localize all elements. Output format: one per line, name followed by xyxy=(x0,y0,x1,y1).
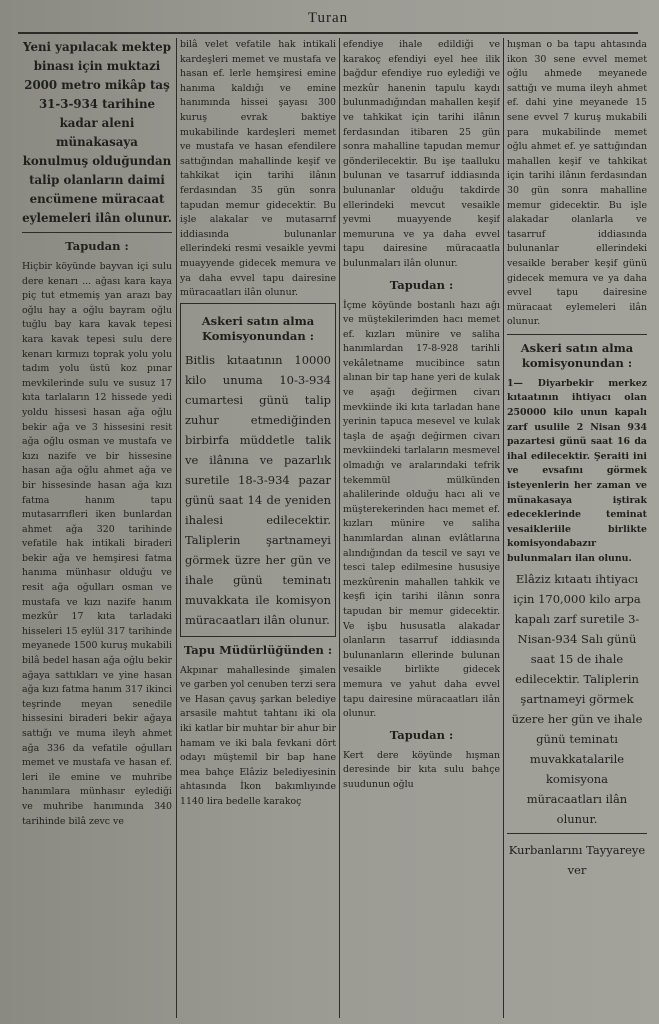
divider xyxy=(507,833,647,834)
newspaper-title: Turan xyxy=(307,10,349,26)
ad-body: Bitlis kıtaatının 10000 kilo unuma 10-3-934 cumartesi günü talip zuhur etmediğinden birbirfa müddetle talik ve ilânına ve pazarlık suretile 18-3-934 pazar günü saat 14 de yeniden ihalesi edilecektir. Taliplerin şartnameyi görmek üzre her gün ve ihale günü teminatı muvakkata ile komisyon müracaatları ilân olunur. xyxy=(185,352,331,627)
military-purchase-ad xyxy=(180,303,336,637)
school-stone-notice: Yeni yapılacak mektep binası için muktazi 2000 metro mikâp taş 31-3-934 tarihine kadar aleni münakasaya konulmuş olduğundan talip olanların daimi encümene müracaat eylemeleri ilân olunur. xyxy=(22,40,172,225)
tapu-notice-body: İçme köyünde bostanlı hazı ağı ve müştekilerimden hacı memet ef. kızları münire ve saliha hanımlardan 17-8-928 tarihli vekâletname mucibince satın alınan bir tap hane yeri de kulak ve aşağı değirmen civarı mevkiinde iki kıta tarladan hane yerinin tapuca mesevel ve kulak taşla de aşağı değirmen civarı mevkiindeki tarlaların mesmevel olmadığı ve aralarındaki tefrik tekemmül mülkünden ahalilerinde olduğu hacı ali ve müşterekerinden hacı memet ef. kızları münire ve saliha hanımlardan alınan evlâtlarına alındığından da tescil ve sayı ve tesci talep edilmesine hususiye mezkûrenin mahallen tahkik ve keşfi için tarihi ilânın sonra tapudan bir memur gidecektir. Ve işbu hususatla alakadar olanların tasarruf iddiasında bulunanların ellerinde bulunan vesaikle birlikte gidecek memura ve yahut daha evvel tapu dairesine müracaatları ilân olunur. xyxy=(343,299,500,720)
tapu-notice-continued: bilâ velet vefatile hak intikali kardeşleri memet ve mustafa ve hasan ef. lerle hemşiresi emine hanıma kaldığı ve emine hanımında hissei şayası 300 kuruş evrak baktiye mukabilinde kardeşleri memet ve mustafa ve hasan efendilere sattığından mahallinde keşif ve tahkikat için tarihi ilânın ferdasından 35 gün sonra tapudan memur gidecektir. Bu işle alakalar ve mutasarrıf iddiasında bulunanlar ellerindeki resmi vesaikle yevmi muayyende gidecek memura ve ya daha evvel tapu dairesine müracaatları ilân olunur. xyxy=(180,39,336,299)
tapu-notice-body: Kert dere köyünde hışman deresinde bir kıta sulu bahçe suudunun oğlu xyxy=(343,749,500,790)
tapu-mudurlugu-heading: Tapu Müdürlüğünden : xyxy=(183,642,333,657)
military-ad-body: 1— Diyarbekir merkez kıtaatının ihtiyacı olan 250000 kilo unun kapalı zarf usulile 2 Nisan 934 pazartesi günü saat 16 da ihal edilecektir. Şeraiti ini ve evsafını görmek isteyenlerin her zaman ve münakasaya iştirak edeceklerinde teminat vesaikleriile birlikte komisyondabazır bulunmaları ilan olunu. xyxy=(507,377,647,564)
column-3 xyxy=(343,38,500,1018)
tapu-mudurlugu-body: Akpınar mahallesinde şimalen ve garben yol cenuben terzi sera ve Hasan çavuş şarkan belediye arsasile mahtut tahtanı iki ola iki katlar bir muhtar bir ahur bir hamam ve iki bala fevkani dört odayı müştemil bir bap hane mea bahçe Elâziz belediyesinin ahtasında İkon bakımlıyınde 1140 lira bedelle karakoç xyxy=(180,664,336,808)
notice-continued: hışman o ba tapu ahtasında ikon 30 sene evvel memet oğlu ahmede meyanede sattığı ve muma ileyh ahmet ef. dahi yine meyanede 15 sene evvel 7 kuruş mukabili para mukabilinde memet oğlu ahmet ef. ye sattığından mahallen keşif ve tahkikat için tarihi ilânın ferdasından 30 gün sonra mahalline memur gidecektir. Bu işle alakadar olanlarla ve tasarruf iddiasında bulunanlar ellerindeki vesaikle beraber keşif günü gidecek memura ve ya daha evvel tapu dairesine müracaat eylemeleri ilân olunur. xyxy=(507,39,647,328)
tapu-heading: Tapudan : xyxy=(389,277,454,292)
masthead xyxy=(18,4,638,34)
column-2 xyxy=(180,38,336,1018)
notice-continued: efendiye ihale edildiği ve karakoç efendiyi eyel hee ilik bağdur efendiye ruo eylediği ve mezkûr hanenin tapulu kaydı bulunmadığından mahallen keşif ve tahkikat için tarihi ilânın ferdasından itibaren 25 gün sonra mahalline tapudan memur gönderilecektir. Bu işe taalluku bulunan ve tasarruf iddiasında bulunanlar olduğu takdirde ellerindeki mevcut vesaikle yevmi muayyende keşif memuruna ve ya daha evvel tapu dairesine müracaatla bulunmaları ilân olunur. xyxy=(343,39,500,269)
column-divider xyxy=(503,38,504,1018)
ad-heading: Askeri satın alma Komisyonundan : xyxy=(201,313,315,343)
elaziz-barley-ad: Elâziz kıtaatı ihtiyacı için 170,000 kilo arpa kapalı zarf suretile 3-Nisan-934 Salı günü saat 15 de ihale edilecektir. Taliplerin şartnameyi görmek üzere her gün ve ihale günü teminatı muvakkatalarile komisyona müracaatları ilân olunur. xyxy=(511,571,643,826)
column-4 xyxy=(507,38,647,1018)
divider xyxy=(22,232,172,233)
kurban-tayyare-ad: Kurbanlarını Tayyareye ver xyxy=(508,842,646,877)
tapu-heading: Tapudan : xyxy=(389,727,454,742)
column-1 xyxy=(22,38,172,1018)
military-ad-heading: Askeri satın alma komisyonundan : xyxy=(520,340,634,370)
column-divider xyxy=(339,38,340,1018)
divider xyxy=(507,334,647,335)
tapu-heading: Tapudan : xyxy=(65,239,129,253)
tapu-notice-body: Hiçbir köyünde bayvan içi sulu dere kenarı ... ağası kara kaya piç tut etmemiş yan arazı bay oğlu hay a oğlu bayram oğlu tuğlu bay kara kavak tepesi kara kavak tepesi sulu dere kenarı kırmızı toprak yolu yolu tadım yolu üstü koz pınar mevkilerinde sulu ve susuz 17 kıta tarlaların 12 hissede yedi yoldu hissesi hasan ağa oğlu bekir ağa ve 3 hissesini resit ağa oğlu osman ve mustafa ve kızı nazife ve bir hissesine hasan ağa oğlu ahmet ağa ve bir hissesinde hasan ağa kızı fatma hanım tapu mutasarrıfleri iken bunlardan ahmet ağa 320 tarihinde vefatile hak intikali biraderi bekir ağa ve hemşiresi fatma hanıma münhasır olduğu ve resit ağa oğulları osman ve mustafa ve kızı nazife hanım mezkûr 17 kıta tarladaki hisseleri 15 eylül 317 tarihinde meyanede 1500 kuruş mukabili bilâ bedel hasan ağa oğlu bekir ağaya sattıkları ve yine hasan ağa kızı fatma hanım 317 ikinci teşrinde meyan senedile hissesini biraderi bekir ağaya sattığı ve muma ileyh ahmet ağa 336 da vefatile oğulları memet ve mustafa ve hasan ef. leri ile emine ve muhribe hanımlara münhasır eylediği ve muhribe hanımında 340 tarihinde bilâ zevc ve xyxy=(22,261,172,827)
column-divider xyxy=(176,38,177,1018)
